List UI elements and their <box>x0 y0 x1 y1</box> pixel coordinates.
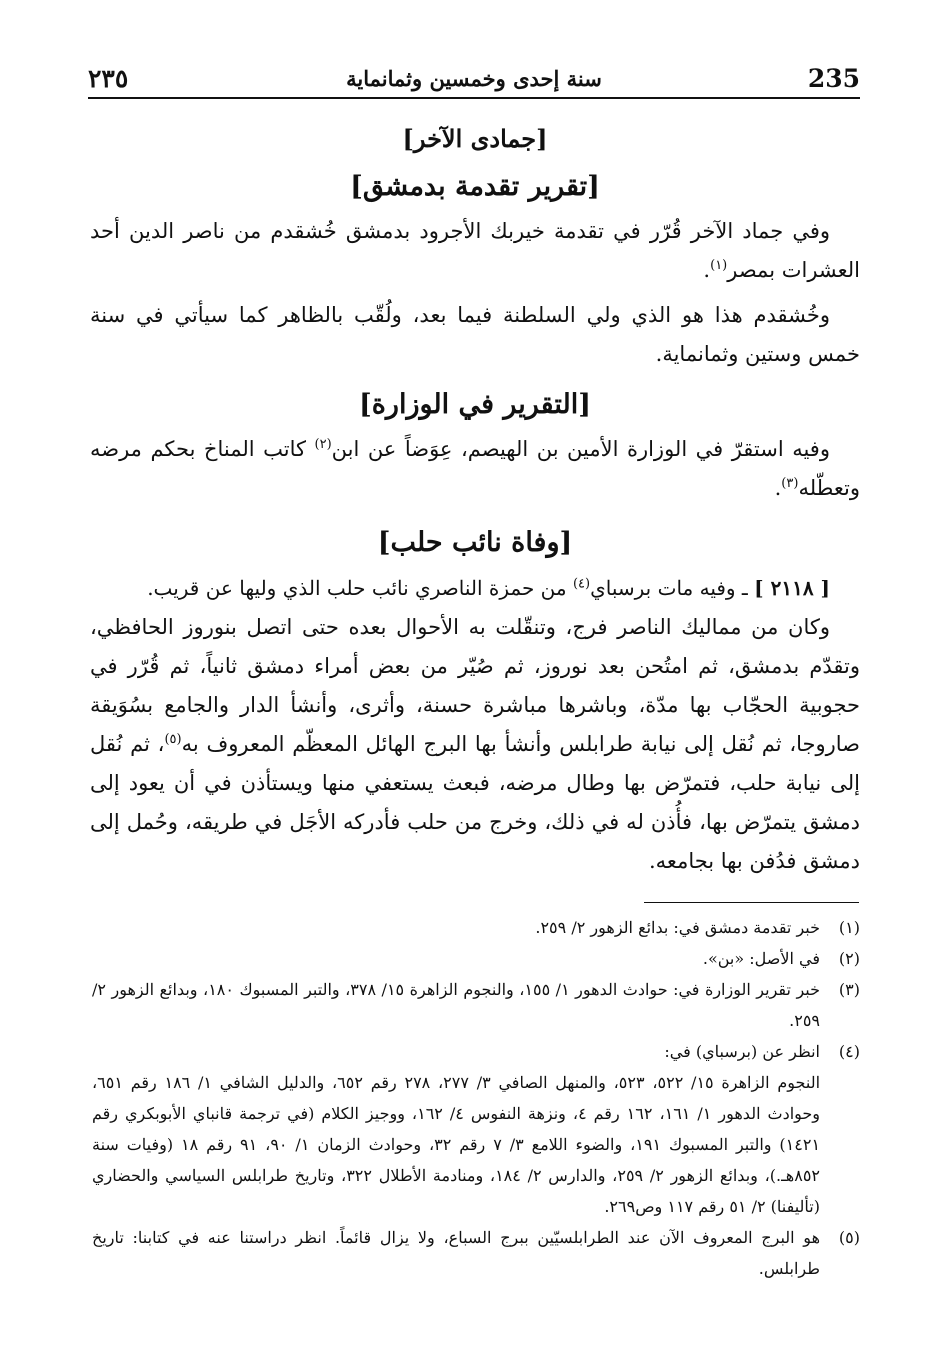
paragraph-text: كاتب المناخ بحكم مرضه وتعطّله <box>90 437 860 500</box>
footnote-2 <box>92 943 860 974</box>
footnote-number: (٣) <box>838 980 860 999</box>
footnote-3 <box>92 974 860 1036</box>
obituary-entry <box>90 568 860 608</box>
paragraph-text: ، ثم نُقل إلى نيابة حلب، فتمرّض بها وطال مرضه، فبعث يستعفي منها ويستأذن في أن يعود إلى دمشق يتمرّض بها، فأُذن له في ذلك، وخرج من حلب فأدركه الأجَل في طريقه، وحُمل إلى دمشق فدُفن بها بجامعه. <box>90 732 860 873</box>
entry-text: ـ وفيه مات برسباي <box>590 576 748 600</box>
page-header <box>88 58 860 98</box>
footnote-number: (٤) <box>838 1042 860 1061</box>
section-heading-aleppo: [وفاة نائب حلب] <box>377 527 573 558</box>
paragraph-text: وفيه استقرّ في الوزارة الأمين بن الهيصم، عِوَضاً عن ابن <box>331 437 830 461</box>
paragraph-khushqadam: وخُشقدم هذا هو الذي ولي السلطنة فيما بعد، ولُقّب بالظاهر كما سيأتي في سنة خمس وستين وثمانماية. <box>90 303 860 366</box>
paragraph-end: . <box>703 258 711 282</box>
footnote-number: (١) <box>838 918 860 937</box>
footnote-number: (٢) <box>838 949 860 968</box>
footnote-ref-2[interactable]: (٢) <box>314 437 332 452</box>
main-text <box>90 116 860 887</box>
paragraph-appointment <box>90 212 860 290</box>
footnote-text: خبر تقرير الوزارة في: حوادث الدهور ١/ ١٥٥، والنجوم الزاهرة ١٥/ ٣٧٨، والتبر المسبوك ١٨٠، وبدائع الزهور ٢/ ٢٥٩. <box>92 980 821 1030</box>
paragraph-vizierate <box>90 430 860 508</box>
footnote-4-sources <box>92 1067 860 1222</box>
footnote-number: (٥) <box>838 1228 860 1247</box>
running-title: سنة إحدى وخمسين وثمانماية <box>346 66 602 91</box>
page-number-latin: 235 <box>807 64 860 93</box>
footnote-text: هو البرج المعروف الآن عند الطرابلسيّين ببرج السباع، ولا يزال قائماً. انظر دراستنا عنه في كتابنا: تاريخ طرابلس. <box>92 1228 820 1278</box>
footnote-1 <box>92 912 860 943</box>
header-rule <box>88 97 860 99</box>
footnote-rule <box>644 902 859 903</box>
footnote-text: في الأصل: «بن». <box>702 949 820 968</box>
footnote-text: النجوم الزاهرة ١٥/ ٥٢٢، ٥٢٣، والمنهل الصافي ٣/ ٢٧٧، ٢٧٨ رقم ٦٥٢، والدليل الشافي ١/ ١٨٦ رقم ٦٥١، وحوادث الدهور ١/ ١٦١، ١٦٢ رقم ٤، ونزهة النفوس ٤/ ١٦٢، ووجيز الكلام (في ترجمة قانباي الأبوبكري رقم ١٤٢١) والتبر المسبوك ١٩١، والضوء اللامع ٣/ ٧ رقم ٣٢، وحوادث الزمان ١/ ٩٠، ٩١ رقم ١٨ (وفيات سنة ٨٥٢هـ.)، وبدائع الزهور ٢/ ٢٥٩، والدارس ٢/ ١٨٤، ومنادمة الأطلال ٣٢٢، وتاريخ طرابلس السياسي والحضاري (تأليفنا) ٢/ ٥١ رقم ١١٧ وص٢٦٩. <box>92 1073 821 1216</box>
month-heading: [جمادى الآخر] <box>402 124 548 153</box>
paragraph-text: وفي جماد الآخر قُرّر في تقدمة خيربك الأجرود بدمشق خُشقدم من ناصر الدين أحد العشرات بمصر <box>90 219 860 282</box>
footnote-4 <box>92 1036 860 1067</box>
footnote-ref-1[interactable]: (١) <box>710 258 728 273</box>
footnote-ref-3[interactable]: (٣) <box>781 476 799 491</box>
footnote-text: انظر عن (برسباي) في: <box>664 1042 820 1061</box>
entry-text: من حمزة الناصري نائب حلب الذي وليها عن قريب. <box>147 576 573 600</box>
paragraph-text: وكان من مماليك الناصر فرج، وتنقّلت به الأحوال بعده حتى اتصل بنوروز الحافظي، وتقدّم بدمشق، ثم امتُحن بعد نوروز، ثم صُيّر من بعض أمراء دمشق ثانياً، ثم قُرّر في حجوبية الحجّاب بها مدّة، وباشرها مباشرة حسنة، وأثرى، وأنشأ الدار والجامع بسُوَيقة صاروجا، ثم نُقل إلى نيابة طرابلس وأنشأ بها البرج الهائل المعظّم المعروف به <box>90 615 860 756</box>
footnote-text: خبر تقدمة دمشق في: بدائع الزهور ٢/ ٢٥٩. <box>535 918 820 937</box>
entry-number: [ ٢١١٨ ] <box>754 576 830 600</box>
footnote-ref-4[interactable]: (٤) <box>572 576 591 592</box>
paragraph-biography <box>90 608 860 881</box>
page-number-arabic: ٢٣٥ <box>88 64 129 93</box>
paragraph-end: . <box>774 476 782 500</box>
section-heading-damascus: [تقرير تقدمة بدمشق] <box>350 171 600 202</box>
footnote-5 <box>92 1222 860 1284</box>
footnote-ref-5[interactable]: (٥) <box>164 732 182 747</box>
section-heading-vizierate: [التقرير في الوزارة] <box>358 389 591 420</box>
footnotes <box>92 912 860 1284</box>
